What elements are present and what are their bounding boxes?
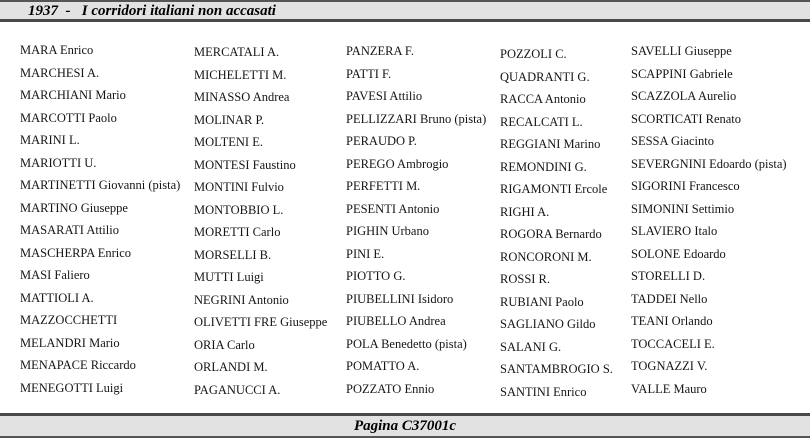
rider-name: MOLTENI E. [194,135,263,149]
rider-column-2 [194,44,327,404]
rider-name: MONTESI Faustino [194,157,296,172]
rider-name: PIUBELLO Andrea [346,314,446,328]
rider-name: MONTINI Fulvio [194,180,284,194]
rider-name: SCAPPINI Gabriele [631,66,733,81]
rider-name: SCORTICATI Renato [631,111,742,126]
rider-name: QUADRANTI G. [500,69,590,84]
rider-name: POZZATO Ennio [346,381,435,396]
rider-name: MINASSO Andrea [194,90,290,104]
rider-name: SAVELLI Giuseppe [631,44,732,58]
rider-name: VALLE Mauro [631,381,707,396]
rider-name: POZZOLI C. [500,47,567,61]
rider-name: PANZERA F. [346,44,415,58]
rider-name: MONTOBBIO L. [194,202,284,217]
rider-name: MASI Faliero [20,268,90,282]
rider-name: SLAVIERO Italo [631,224,718,238]
rider-name: MARINI L. [20,133,80,147]
rider-name: PIUBELLINI Isidoro [346,291,454,306]
rider-name: RIGAMONTI Ercole [500,182,608,196]
rider-name: MARCOTTI Paolo [20,110,117,125]
rider-name: RIGHI A. [500,204,550,219]
rider-name: SESSA Giacinto [631,134,714,148]
rider-column-5 [631,43,787,403]
rider-name: ROSSI R. [500,272,551,286]
rider-name: RUBIANI Paolo [500,294,584,309]
rider-column-1 [20,42,180,402]
rider-name: MARA Enrico [20,43,94,57]
rider-name: RECALCATI L. [500,114,583,129]
rider-name: PESENTI Antonio [346,201,440,216]
rider-name: MATTIOLI A. [20,290,94,305]
rider-name: RACCA Antonio [500,92,586,106]
rider-name: SIGORINI Francesco [631,179,740,193]
rider-name: PAGANUCCI A. [194,382,281,397]
rider-name: MICHELETTI M. [194,67,287,82]
rider-name: MASARATI Attilio [20,223,119,237]
rider-name: SEVERGNINI Edoardo (pista) [631,156,787,171]
rider-name: SOLONE Edoardo [631,246,726,261]
rider-name: TOGNAZZI V. [631,359,708,373]
rider-column-4 [500,46,613,406]
rider-name: POLA Benedetto (pista) [346,336,467,351]
rider-name: PATTI F. [346,66,392,81]
page-title: 1937 - I corridori italiani non accasati [28,3,276,19]
rider-name: PEREGO Ambrogio [346,156,449,171]
rider-name: PERFETTI M. [346,179,421,193]
rider-name: MARTINO Giuseppe [20,200,128,215]
rider-name: TADDEI Nello [631,291,708,306]
rider-name: OLIVETTI FRE Giuseppe [194,315,328,329]
rider-name: STORELLI D. [631,269,706,283]
rider-name: ROGORA Bernardo [500,227,602,241]
rider-name: MERCATALI A. [194,45,280,59]
rider-name: MAZZOCCHETTI [20,313,118,327]
rider-name: ORIA Carlo [194,337,255,352]
rider-name: SIMONINI Settimio [631,201,735,216]
rider-name: REMONDINI G. [500,159,587,174]
rider-name: MELANDRI Mario [20,335,120,350]
rider-name: PELLIZZARI Bruno (pista) [346,111,487,126]
rider-name: PAVESI Attilio [346,89,423,103]
rider-name: NEGRINI Antonio [194,292,289,307]
rider-name: MOLINAR P. [194,112,265,127]
rider-name: MUTTI Luigi [194,270,264,284]
rider-name: MENAPACE Riccardo [20,358,136,372]
rider-name: TEANI Orlando [631,314,713,328]
rider-name: RONCORONI M. [500,249,592,264]
rider-name: SAGLIANO Gildo [500,317,596,331]
rider-name: REGGIANI Marino [500,137,601,151]
rider-name: SANTINI Enrico [500,384,587,399]
rider-name: MARCHIANI Mario [20,88,126,102]
rider-column-3 [346,43,486,403]
rider-name: POMATTO A. [346,359,420,373]
rider-name: MARTINETTI Giovanni (pista) [20,178,181,192]
rider-name: SALANI G. [500,339,562,354]
footer-bar [0,413,810,438]
rider-name: PIOTTO G. [346,269,406,283]
rider-name: PIGHIN Urbano [346,224,429,238]
rider-name: SANTAMBROGIO S. [500,362,613,376]
rider-name: TOCCACELI E. [631,336,715,351]
rider-name: MARIOTTI U. [20,155,97,170]
rider-name: MORSELLI B. [194,247,272,262]
rider-name: SCAZZOLA Aurelio [631,89,737,103]
rider-name: MENEGOTTI Luigi [20,380,124,395]
page-label: Pagina C37001c [353,418,457,434]
rider-name: MASCHERPA Enrico [20,245,132,260]
rider-name: PERAUDO P. [346,134,417,148]
rider-name: MORETTI Carlo [194,225,281,239]
rider-name: PINI E. [346,246,385,261]
rider-name: MARCHESI A. [20,65,100,80]
rider-name: ORLANDI M. [194,360,268,374]
